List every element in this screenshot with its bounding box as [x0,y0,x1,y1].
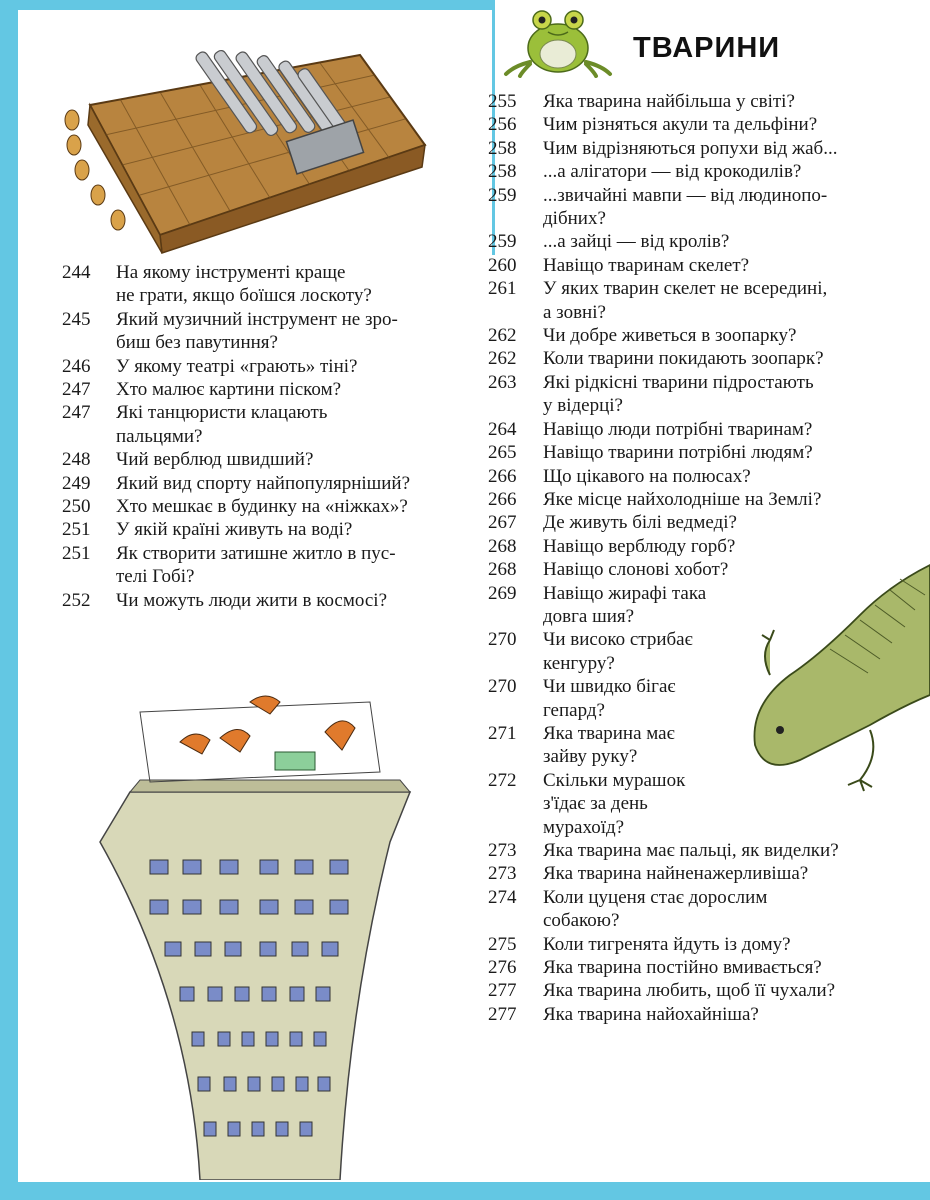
page-number: 273 [488,863,517,885]
question-text: Навіщо люди потрібні тваринам? [543,418,813,440]
question-text: Навіщо слонові хобот? [543,559,729,581]
toc-entry[interactable] [488,862,918,885]
page-number: 247 [62,402,91,424]
toc-entry[interactable] [488,90,918,113]
question-text: Який музичний інструмент не зро- биш без павутиння? [116,308,398,354]
toc-entry[interactable] [62,308,482,355]
question-text: Чий верблюд швидший? [116,449,314,471]
toc-entry[interactable] [488,184,918,231]
toc-entry[interactable] [488,465,918,488]
page-number: 259 [488,231,517,253]
question-text: ...звичайні мавпи — від людинопо- дібних? [543,184,828,230]
page-number: 247 [62,379,91,401]
question-text: Чим різняться акули та дельфіни? [543,114,818,136]
question-text: Яка тварина найненажерливіша? [543,863,809,885]
question-text: Де живуть білі ведмеді? [543,512,737,534]
question-text: У якій країні живуть на воді? [116,519,353,541]
toc-entry[interactable] [488,160,918,183]
question-text: Навіщо верблюду горб? [543,535,736,557]
question-text: Коли цуценя стає дорослим собакою? [543,886,768,932]
page-number: 269 [488,582,517,604]
toc-entry[interactable] [488,722,918,769]
toc-right [488,90,918,1026]
page-number: 262 [488,325,517,347]
page-number: 255 [488,91,517,112]
page-number: 258 [488,161,517,183]
toc-entry[interactable] [488,418,918,441]
question-text: ...а зайці — від кролів? [543,231,730,253]
page-number: 246 [62,355,91,377]
question-text: Хто малює картини піском? [116,379,342,401]
page-number: 276 [488,957,517,979]
page-number: 261 [488,278,517,300]
question-text: Чи можуть люди жити в космосі? [116,589,388,611]
toc-entry[interactable] [488,137,918,160]
question-text: Коли тварини покидають зоопарк? [543,348,824,370]
toc-entry[interactable] [488,582,918,629]
building-illustration [70,672,430,1180]
page-number: 273 [488,840,517,861]
page-number: 268 [488,535,517,557]
page-number: 274 [488,886,517,908]
kalimba-illustration [60,35,430,255]
page-number: 266 [488,465,517,487]
question-text: У яких тварин скелет не всередині, а зовні? [543,278,828,323]
page-number: 251 [62,519,91,541]
toc-entry[interactable] [62,495,482,518]
question-text: Яка тварина має пальці, як виделки? [543,840,839,861]
frog-illustration [500,0,615,78]
toc-entry[interactable] [488,769,918,839]
page-number: 270 [488,629,517,651]
question-text: Чи добре живеться в зоопарку? [543,325,797,347]
toc-entry[interactable] [62,401,482,448]
question-text: Які рідкісні тварини підростають у відерці? [543,371,814,417]
question-text: Чи швидко бігає гепард? [543,676,676,721]
toc-entry[interactable] [62,472,482,495]
question-text: Чим відрізняються ропухи від жаб... [543,137,838,159]
question-text: Яка тварина найохайніша? [543,1003,759,1025]
toc-entry[interactable] [62,355,482,378]
toc-entry[interactable] [488,441,918,464]
page-number: 248 [62,449,91,471]
page-number: 250 [62,496,91,518]
page-number: 263 [488,371,517,393]
toc-entry[interactable] [488,488,918,511]
page-number: 244 [62,262,91,283]
toc-entry[interactable] [488,324,918,347]
page-number: 245 [62,308,91,330]
question-text: Яка тварина любить, щоб її чухали? [543,980,836,1002]
question-text: Навіщо тварини потрібні людям? [543,442,813,464]
question-text: Яка тварина має зайву руку? [543,722,675,768]
toc-entry[interactable] [488,113,918,136]
page-frame-left [0,0,18,1200]
page-number: 265 [488,442,517,464]
toc-entry[interactable] [62,261,482,308]
question-text: На якому інструменті краще не грати, якщо боїшся лоскоту? [116,262,372,307]
page-number: 277 [488,1003,517,1025]
question-text: Хто мешкає в будинку на «ніжках»? [116,496,408,518]
toc-left [62,261,482,612]
toc-entry[interactable] [488,675,918,722]
toc-entry[interactable] [62,518,482,541]
page-number: 251 [62,542,91,564]
page-number: 258 [488,137,517,159]
section-title: ТВАРИНИ [633,32,781,64]
question-text: Як створити затишне житло в пус- телі Гобі? [116,542,396,588]
page-frame-top [0,0,492,10]
page-number: 270 [488,676,517,698]
toc-entry[interactable] [488,277,918,324]
page-number: 252 [62,589,91,611]
toc-entry[interactable] [488,371,918,418]
question-text: Скільки мурашок з'їдає за день мурахоїд? [543,769,686,838]
question-text: ...а алігатори — від крокодилів? [543,161,802,183]
toc-entry[interactable] [488,839,918,862]
page-number: 268 [488,559,517,581]
page-number: 249 [62,472,91,494]
toc-entry[interactable] [62,448,482,471]
page-number: 264 [488,418,517,440]
toc-entry[interactable] [488,511,918,534]
question-text: Який вид спорту найпопулярніший? [116,472,411,494]
page-number: 262 [488,348,517,370]
page-number: 277 [488,980,517,1002]
page-number: 259 [488,184,517,206]
toc-entry[interactable] [62,378,482,401]
toc-entry[interactable] [488,254,918,277]
toc-entry[interactable] [62,589,482,612]
toc-entry[interactable] [62,542,482,589]
question-text: Навіщо жирафі така довга шия? [543,582,707,627]
toc-entry[interactable] [488,558,918,581]
toc-entry[interactable] [488,956,918,979]
question-text: Коли тигренята йдуть із дому? [543,933,791,955]
toc-entry[interactable] [488,347,918,370]
page-number: 272 [488,769,517,791]
question-text: Яка тварина постійно вмивається? [543,957,822,979]
page-number: 260 [488,254,517,276]
toc-entry[interactable] [488,230,918,253]
question-text: Чи високо стрибає кенгуру? [543,629,693,674]
question-text: Яке місце найхолодніше на Землі? [543,488,822,510]
toc-entry[interactable] [488,1003,918,1026]
toc-entry[interactable] [488,535,918,558]
page-number: 256 [488,114,517,136]
question-text: У якому театрі «грають» тіні? [116,355,358,377]
toc-entry[interactable] [488,886,918,933]
toc-entry[interactable] [488,979,918,1002]
page-number: 275 [488,933,517,955]
page-frame-bottom [0,1182,930,1200]
question-text: Що цікавого на полюсах? [543,465,751,487]
page-number: 267 [488,512,517,534]
question-text: Яка тварина найбільша у світі? [543,91,795,112]
page-number: 271 [488,722,517,744]
toc-entry[interactable] [488,628,918,675]
question-text: Які танцюристи клацають пальцями? [116,402,328,447]
page-number: 266 [488,488,517,510]
toc-entry[interactable] [488,933,918,956]
question-text: Навіщо тваринам скелет? [543,254,750,276]
